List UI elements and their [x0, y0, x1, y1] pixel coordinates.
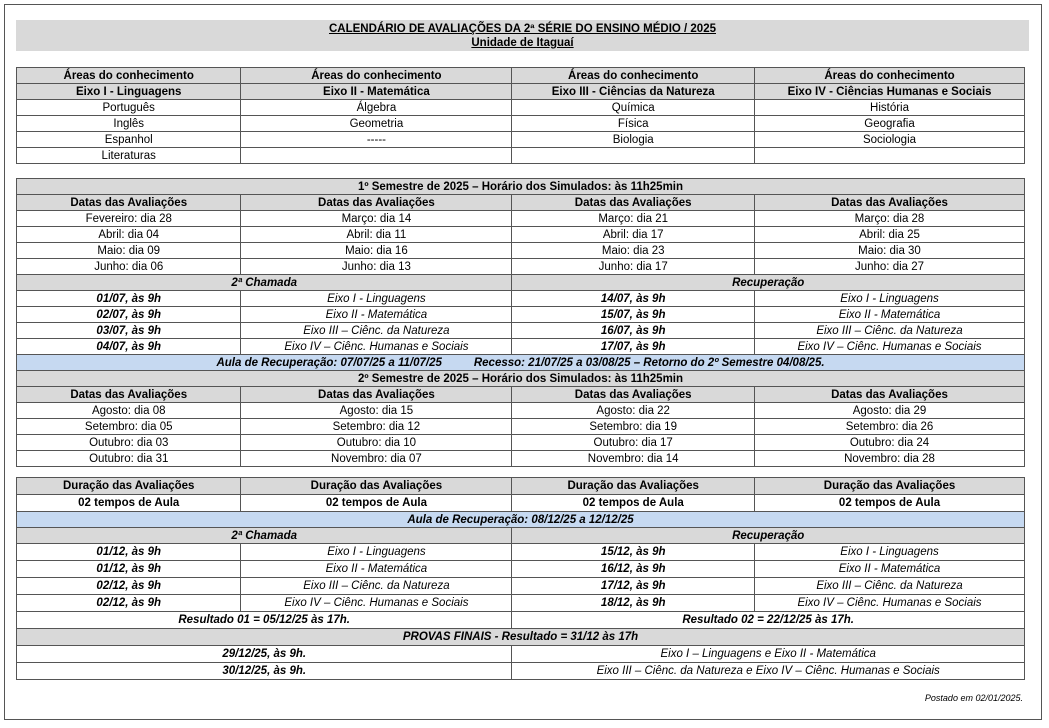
date-cell: Junho: dia 27: [755, 259, 1025, 275]
chamada-eixo: Eixo II - Matemática: [241, 307, 512, 323]
recuperacao-label: Recuperação: [512, 528, 1025, 544]
date-cell: Junho: dia 06: [17, 259, 241, 275]
final-row: [17, 663, 1025, 680]
date-cell: Setembro: dia 19: [512, 419, 755, 435]
date-cell: Outubro: dia 24: [755, 435, 1025, 451]
sem1-date-row: [17, 259, 1025, 275]
duracao-value: 02 tempos de Aula: [17, 495, 241, 512]
date-cell: Março: dia 28: [755, 211, 1025, 227]
duracao-value: 02 tempos de Aula: [512, 495, 755, 512]
sem1-chamada-header-row: [17, 275, 1025, 291]
chamada-date: 02/07, às 9h: [17, 307, 241, 323]
chamada-date: 02/12, às 9h: [17, 595, 241, 612]
recuperacao-eixo: Eixo I - Linguagens: [755, 291, 1025, 307]
recuperacao-date: 16/12, às 9h: [512, 561, 755, 578]
date-cell: Maio: dia 23: [512, 243, 755, 259]
duracao-label: Duração das Avaliações: [755, 478, 1025, 495]
date-cell: Abril: dia 25: [755, 227, 1025, 243]
col-label: Datas das Avaliações: [755, 387, 1025, 403]
date-cell: Abril: dia 17: [512, 227, 755, 243]
areas-label: Áreas do conhecimento: [241, 68, 512, 84]
chamada-eixo: Eixo II - Matemática: [241, 561, 512, 578]
col-label: Datas das Avaliações: [241, 195, 512, 211]
date-cell: Novembro: dia 07: [241, 451, 512, 467]
sem2-title: 2º Semestre de 2025 – Horário dos Simulados: às 11h25min: [17, 371, 1025, 387]
areas-label: Áreas do conhecimento: [17, 68, 241, 84]
final-eixos: Eixo I – Linguagens e Eixo II - Matemática: [512, 646, 1025, 663]
dez-chamada-row: [17, 595, 1025, 612]
eixo-2: Eixo II - Matemática: [241, 84, 512, 100]
chamada-eixo: Eixo III – Ciênc. da Natureza: [241, 323, 512, 339]
recuperacao-date: 18/12, às 9h: [512, 595, 755, 612]
semesters-table: [16, 178, 1025, 467]
sem1-chamada-row: [17, 307, 1025, 323]
date-cell: Abril: dia 04: [17, 227, 241, 243]
final-date: 30/12/25, às 9h.: [17, 663, 512, 680]
subject-cell: Português: [17, 100, 241, 116]
resultado-1: Resultado 01 = 05/12/25 às 17h.: [17, 612, 512, 629]
duracao-value: 02 tempos de Aula: [755, 495, 1025, 512]
date-cell: Fevereiro: dia 28: [17, 211, 241, 227]
sem1-chamada-row: [17, 291, 1025, 307]
recuperacao-date: 14/07, às 9h: [512, 291, 755, 307]
sem1-date-row: [17, 227, 1025, 243]
chamada-eixo: Eixo I - Linguagens: [241, 291, 512, 307]
col-label: Datas das Avaliações: [17, 387, 241, 403]
sem1-date-row: [17, 211, 1025, 227]
areas-header-row: [17, 68, 1025, 84]
duracao-table: [16, 477, 1025, 680]
date-cell: Outubro: dia 03: [17, 435, 241, 451]
final-date: 29/12/25, às 9h.: [17, 646, 512, 663]
subject-cell: Inglês: [17, 116, 241, 132]
chamada-date: 01/07, às 9h: [17, 291, 241, 307]
date-cell: Março: dia 21: [512, 211, 755, 227]
chamada-eixo: Eixo III – Ciênc. da Natureza: [241, 578, 512, 595]
subject-cell: História: [755, 100, 1025, 116]
subjects-row: [17, 132, 1025, 148]
subjects-row: [17, 116, 1025, 132]
chamada-label: 2ª Chamada: [17, 275, 512, 291]
sem1-title: 1º Semestre de 2025 – Horário dos Simulados: às 11h25min: [17, 179, 1025, 195]
posted-date: Postado em 02/01/2025.: [924, 693, 1023, 703]
aula-recuperacao-row: [17, 512, 1025, 528]
subject-cell: Biologia: [512, 132, 755, 148]
date-cell: Setembro: dia 05: [17, 419, 241, 435]
subject-cell: Sociologia: [755, 132, 1025, 148]
sem1-title-row: [17, 179, 1025, 195]
subjects-row: [17, 100, 1025, 116]
date-cell: Agosto: dia 22: [512, 403, 755, 419]
col-label: Datas das Avaliações: [512, 195, 755, 211]
final-row: [17, 646, 1025, 663]
sem2-col-header-row: [17, 387, 1025, 403]
subjects-row: [17, 148, 1025, 164]
final-eixos: Eixo III – Ciênc. da Natureza e Eixo IV – Ciênc. Humanas e Sociais: [512, 663, 1025, 680]
dez-chamada-row: [17, 578, 1025, 595]
date-cell: Agosto: dia 15: [241, 403, 512, 419]
col-label: Datas das Avaliações: [755, 195, 1025, 211]
date-cell: Maio: dia 30: [755, 243, 1025, 259]
recuperacao-date: 15/12, às 9h: [512, 544, 755, 561]
provas-finais: PROVAS FINAIS - Resultado = 31/12 às 17h: [17, 629, 1025, 646]
chamada-eixo: Eixo IV – Ciênc. Humanas e Sociais: [241, 339, 512, 355]
date-cell: Agosto: dia 08: [17, 403, 241, 419]
sem1-chamada-row: [17, 323, 1025, 339]
date-cell: Junho: dia 13: [241, 259, 512, 275]
recuperacao-eixo: Eixo IV – Ciênc. Humanas e Sociais: [755, 595, 1025, 612]
recuperacao-date: 15/07, às 9h: [512, 307, 755, 323]
col-label: Datas das Avaliações: [17, 195, 241, 211]
duracao-value: 02 tempos de Aula: [241, 495, 512, 512]
recuperacao-eixo: Eixo I - Linguagens: [755, 544, 1025, 561]
recess-note: Aula de Recuperação: 07/07/25 a 11/07/25 Recesso: 21/07/25 a 03/08/25 – Retorno do 2º Semestre 04/08/25.: [17, 355, 1025, 371]
duracao-label: Duração das Avaliações: [512, 478, 755, 495]
recuperacao-eixo: Eixo III – Ciênc. da Natureza: [755, 578, 1025, 595]
resultado-2: Resultado 02 = 22/12/25 às 17h.: [512, 612, 1025, 629]
date-cell: Junho: dia 17: [512, 259, 755, 275]
dez-chamada-header-row: [17, 528, 1025, 544]
sem1-date-row: [17, 243, 1025, 259]
sem2-date-row: [17, 419, 1025, 435]
dez-chamada-row: [17, 561, 1025, 578]
chamada-date: 01/12, às 9h: [17, 561, 241, 578]
subject-cell: Química: [512, 100, 755, 116]
chamada-date: 01/12, às 9h: [17, 544, 241, 561]
sem2-date-row: [17, 435, 1025, 451]
eixo-4: Eixo IV - Ciências Humanas e Sociais: [755, 84, 1025, 100]
subject-cell: Geometria: [241, 116, 512, 132]
areas-label: Áreas do conhecimento: [755, 68, 1025, 84]
sem1-col-header-row: [17, 195, 1025, 211]
recuperacao-eixo: Eixo II - Matemática: [755, 307, 1025, 323]
duracao-value-row: [17, 495, 1025, 512]
recuperacao-label: Recuperação: [512, 275, 1025, 291]
col-label: Datas das Avaliações: [512, 387, 755, 403]
date-cell: Setembro: dia 12: [241, 419, 512, 435]
provas-finais-row: [17, 629, 1025, 646]
sem2-date-row: [17, 451, 1025, 467]
subject-cell: -----: [241, 132, 512, 148]
subject-cell: [241, 148, 512, 164]
subject-cell: [512, 148, 755, 164]
recuperacao-eixo: Eixo IV – Ciênc. Humanas e Sociais: [755, 339, 1025, 355]
chamada-eixo: Eixo I - Linguagens: [241, 544, 512, 561]
date-cell: Maio: dia 16: [241, 243, 512, 259]
eixo-3: Eixo III - Ciências da Natureza: [512, 84, 755, 100]
date-cell: Março: dia 14: [241, 211, 512, 227]
duracao-header-row: [17, 478, 1025, 495]
recuperacao-date: 17/12, às 9h: [512, 578, 755, 595]
date-cell: Outubro: dia 17: [512, 435, 755, 451]
chamada-date: 03/07, às 9h: [17, 323, 241, 339]
subject-cell: Álgebra: [241, 100, 512, 116]
date-cell: Maio: dia 09: [17, 243, 241, 259]
sem2-date-row: [17, 403, 1025, 419]
chamada-eixo: Eixo IV – Ciênc. Humanas e Sociais: [241, 595, 512, 612]
recuperacao-date: 16/07, às 9h: [512, 323, 755, 339]
col-label: Datas das Avaliações: [241, 387, 512, 403]
duracao-label: Duração das Avaliações: [17, 478, 241, 495]
chamada-date: 02/12, às 9h: [17, 578, 241, 595]
page-header: [16, 20, 1029, 51]
date-cell: Setembro: dia 26: [755, 419, 1025, 435]
dez-chamada-row: [17, 544, 1025, 561]
chamada-date: 04/07, às 9h: [17, 339, 241, 355]
subject-cell: Espanhol: [17, 132, 241, 148]
eixo-1: Eixo I - Linguagens: [17, 84, 241, 100]
page-title: CALENDÁRIO DE AVALIAÇÕES DA 2ª SÉRIE DO ENSINO MÉDIO / 2025: [328, 23, 716, 35]
chamada-label: 2ª Chamada: [17, 528, 512, 544]
sem1-chamada-row: [17, 339, 1025, 355]
recess-row: [17, 355, 1025, 371]
date-cell: Outubro: dia 31: [17, 451, 241, 467]
subject-cell: Geografia: [755, 116, 1025, 132]
subject-cell: Física: [512, 116, 755, 132]
eixos-row: [17, 84, 1025, 100]
date-cell: Novembro: dia 28: [755, 451, 1025, 467]
aula-recuperacao: Aula de Recuperação: 08/12/25 a 12/12/25: [17, 512, 1025, 528]
sem2-title-row: [17, 371, 1025, 387]
areas-label: Áreas do conhecimento: [512, 68, 755, 84]
date-cell: Outubro: dia 10: [241, 435, 512, 451]
duracao-label: Duração das Avaliações: [241, 478, 512, 495]
date-cell: Agosto: dia 29: [755, 403, 1025, 419]
page-subtitle: Unidade de Itaguaí: [471, 37, 574, 49]
subject-cell: [755, 148, 1025, 164]
recuperacao-date: 17/07, às 9h: [512, 339, 755, 355]
recuperacao-eixo: Eixo II - Matemática: [755, 561, 1025, 578]
resultados-row: [17, 612, 1025, 629]
date-cell: Abril: dia 11: [241, 227, 512, 243]
recuperacao-eixo: Eixo III – Ciênc. da Natureza: [755, 323, 1025, 339]
areas-table: [16, 67, 1025, 164]
subject-cell: Literaturas: [17, 148, 241, 164]
date-cell: Novembro: dia 14: [512, 451, 755, 467]
